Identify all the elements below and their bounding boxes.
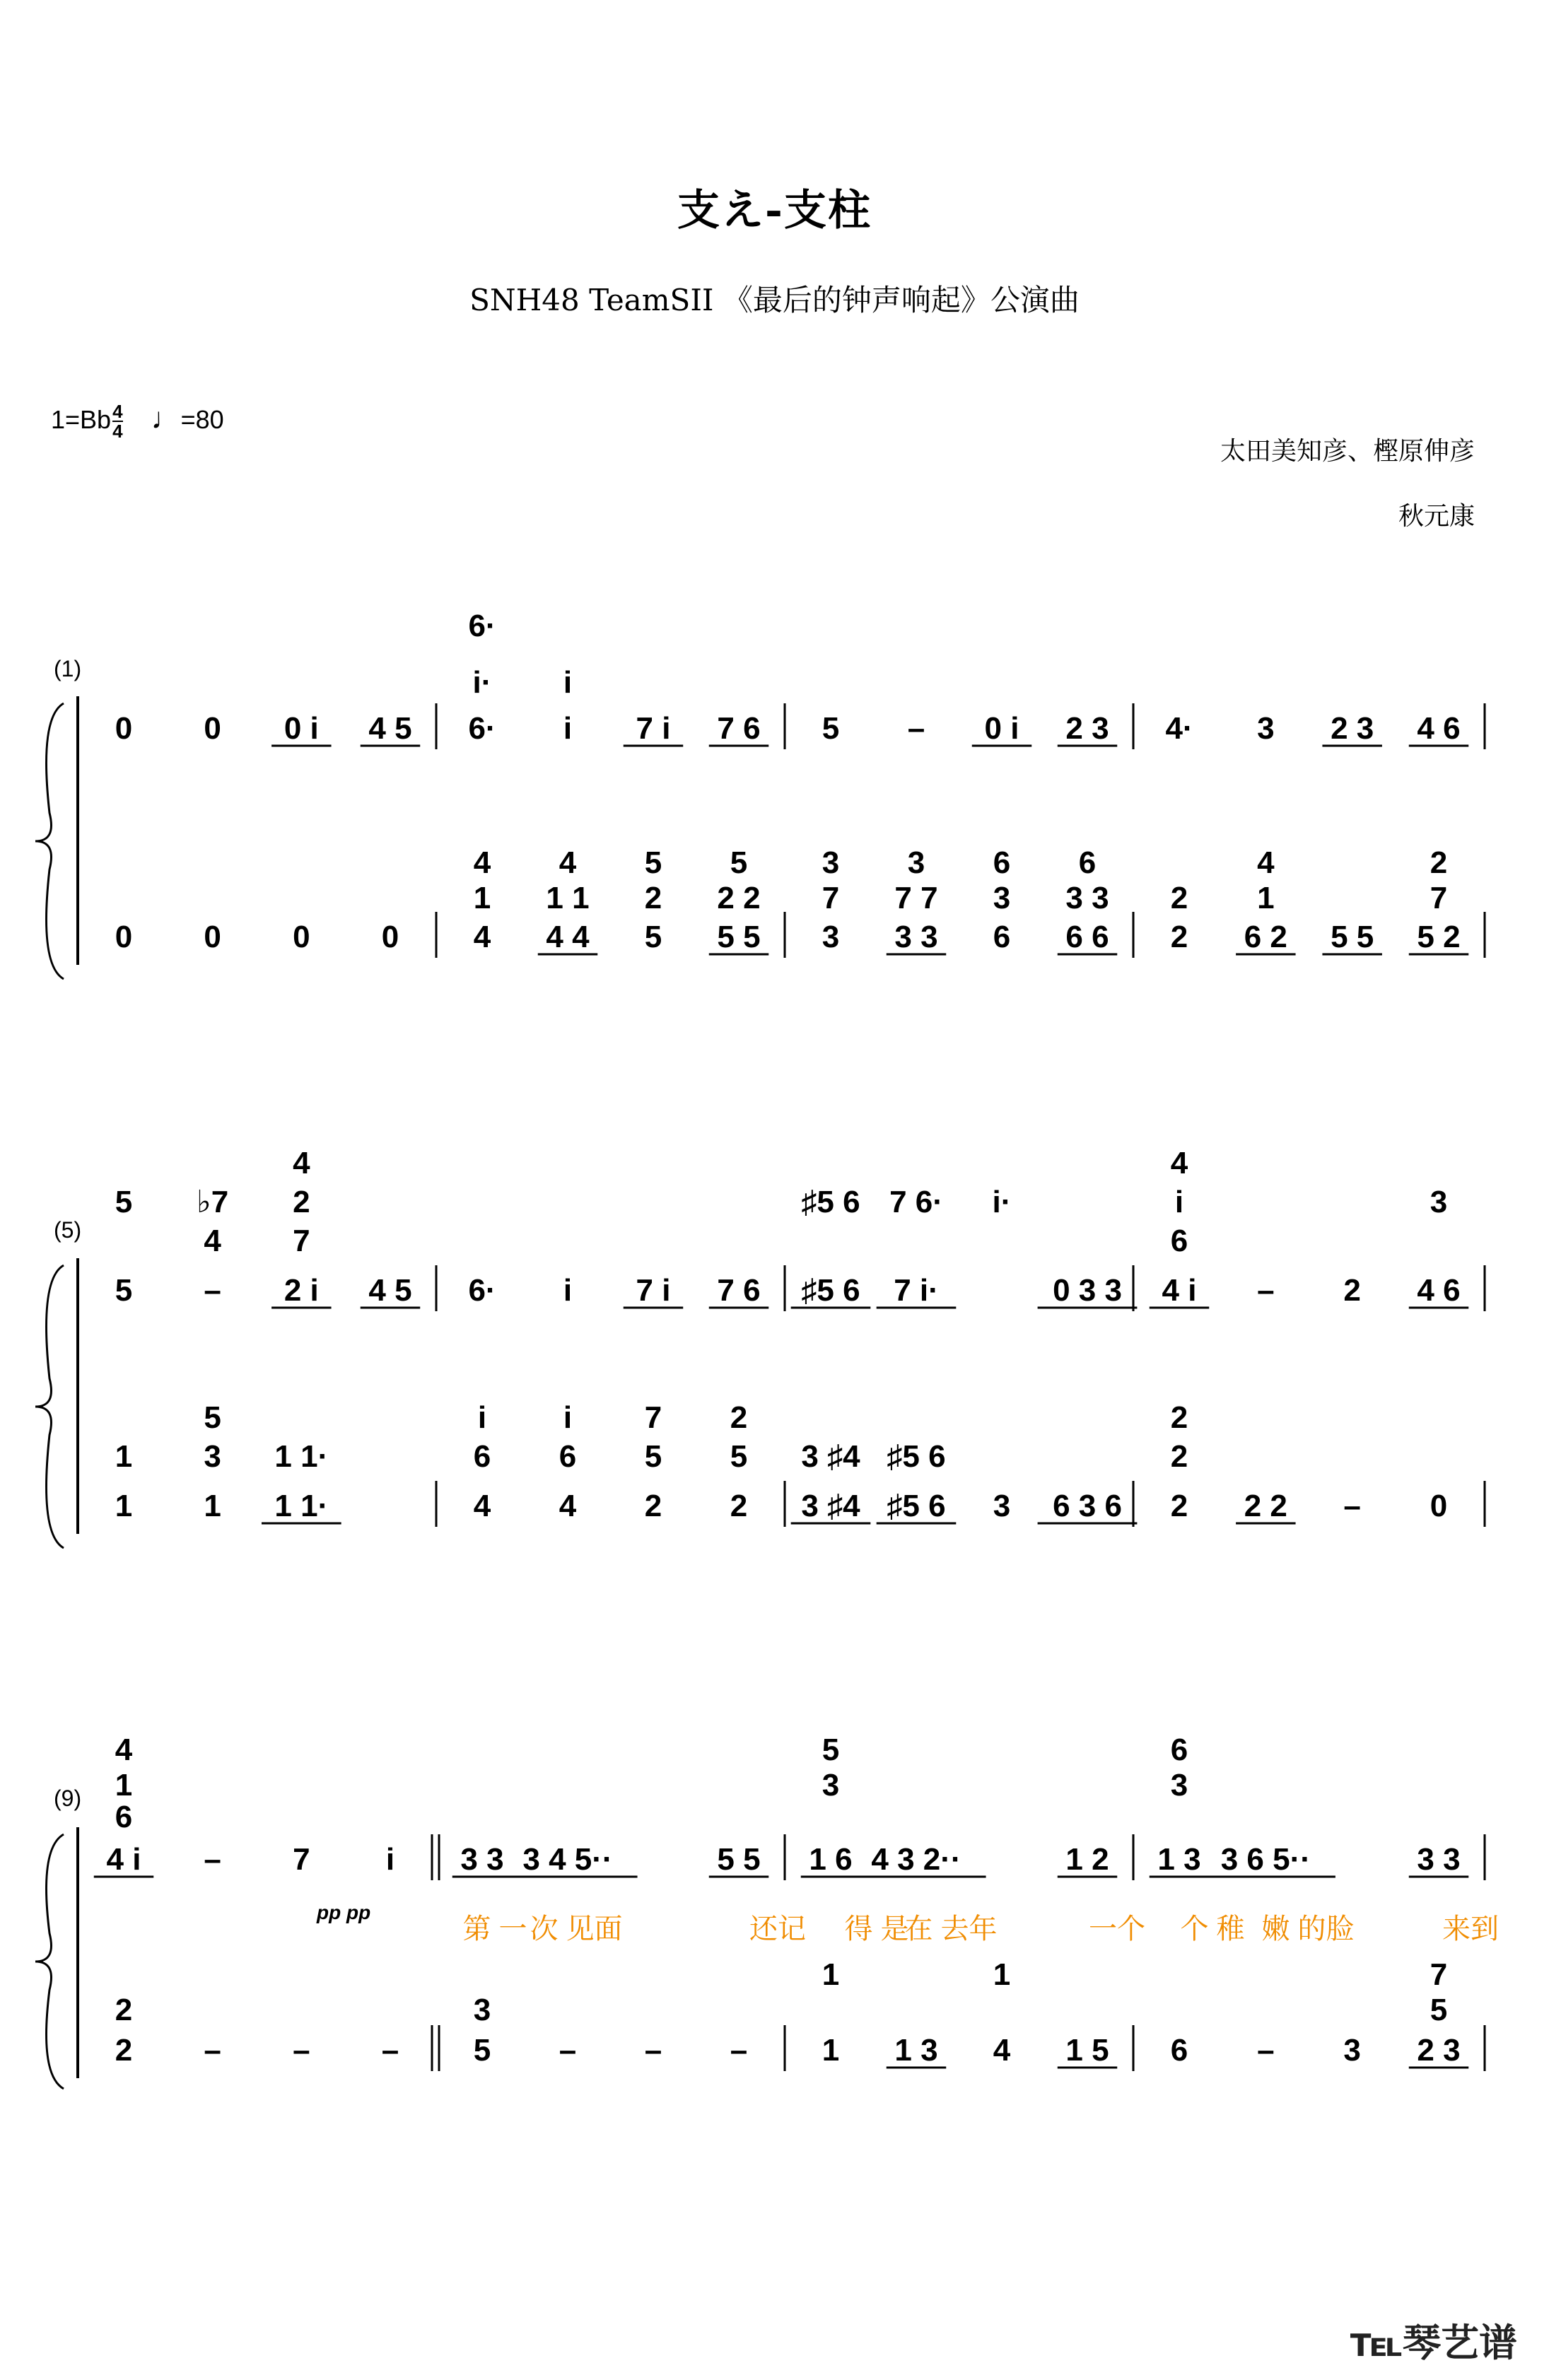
note-treble-main: i (385, 1842, 395, 1877)
note-bass-main: 3 (822, 920, 840, 954)
note-bass-mid: 5 (644, 1439, 662, 1474)
note-bass-main: 0 (293, 920, 310, 954)
note-bass-main: 5 2 (1417, 920, 1461, 954)
lyric-word: 个 稚 (1180, 1913, 1245, 1945)
note-bass-main: 4 (993, 2033, 1011, 2068)
note-treble-main: 7 i (636, 1273, 671, 1308)
note-bass-mid: 2 (1170, 1439, 1188, 1474)
note-bass-top: 3 (822, 845, 840, 880)
note-bass-main: – (381, 2033, 399, 2068)
note-bass-mid: 7 7 (894, 881, 938, 915)
note-bass-top: 1 (822, 1957, 840, 1992)
note-treble-main: 0 i (284, 711, 319, 746)
note-treble-mid: i· (992, 1185, 1012, 1219)
system-brace (35, 1265, 64, 1548)
note-treble-low: 4 (204, 1224, 221, 1258)
note-bass-main: 4 (473, 1489, 491, 1523)
note-treble-main: 7 6 (717, 1273, 761, 1308)
note-treble-main: 5 5 (717, 1842, 761, 1877)
note-treble-main: 4 i (106, 1842, 141, 1877)
note-treble-main: 6· (468, 1273, 496, 1308)
note-treble-mid: 7 6· (889, 1185, 943, 1219)
note-treble-mid: 5 (115, 1185, 133, 1219)
note-treble-mid: 3 (822, 1768, 840, 1802)
note-treble-main: ♯5 6 (801, 1273, 860, 1308)
note-bass-top: 4 (559, 845, 577, 880)
note-bass-top: 2 (1430, 845, 1448, 880)
note-bass-main: 6 (993, 920, 1011, 954)
note-bass-main: 0 (115, 920, 133, 954)
note-bass-main: – (204, 2033, 221, 2068)
note-treble-main: 4 6 (1417, 711, 1461, 746)
note-bass-main: 3 (1343, 2033, 1361, 2068)
note-bass-main: 5 5 (1331, 920, 1374, 954)
note-bass-main: – (1257, 2033, 1275, 2068)
note-bass-main: 2 (115, 2033, 133, 2068)
note-bass-main: 6 2 (1244, 920, 1287, 954)
note-bass-mid: 6 (473, 1439, 491, 1474)
note-treble-main: i (563, 711, 573, 746)
note-treble-main: 3 4 5·· (522, 1842, 613, 1877)
system-brace (35, 703, 64, 979)
note-treble-main: 0 (115, 711, 133, 746)
note-treble-main: 5 (822, 711, 840, 746)
note-treble-main: 4· (1165, 711, 1193, 746)
note-bass-mid: 2 2 (717, 881, 761, 915)
note-bass-top: 6 (993, 845, 1011, 880)
note-treble-main: 3 (1257, 711, 1275, 746)
lyric-word: 来到 (1442, 1913, 1499, 1945)
note-treble-mid: 1 (115, 1768, 133, 1802)
note-treble-low: 6 (1170, 1224, 1188, 1258)
note-bass-mid: 6 (559, 1439, 577, 1474)
note-bass-mid: 1 (115, 1439, 133, 1474)
note-treble-top: 5 (822, 1733, 840, 1767)
key-label: 1=Bb (51, 405, 112, 434)
note-treble-main: – (204, 1273, 221, 1308)
note-bass-main: – (1343, 1489, 1361, 1523)
note-treble-low: 6 (115, 1800, 133, 1834)
note-bass-mid: 2 (644, 881, 662, 915)
measure-number-1: (1) (54, 656, 82, 681)
time-sig-top: 4 (112, 401, 123, 423)
note-bass-main: 3 ♯4 (801, 1489, 860, 1523)
note-treble-mid: 2 (293, 1185, 310, 1219)
note-treble-low: 7 (293, 1224, 310, 1258)
note-bass-mid: 3 3 (1065, 881, 1109, 915)
note-bass-main: 1 1· (274, 1489, 329, 1523)
note-bass-main: 4 (473, 920, 491, 954)
logo-icon: ℡ (1350, 2319, 1403, 2365)
note-bass-main: – (293, 2033, 310, 2068)
note-bass-top: 2 (1170, 1400, 1188, 1435)
note-bass-main: 2 (730, 1489, 748, 1523)
note-bass-main: 2 (644, 1489, 662, 1523)
note-bass-main: 6 3 6 (1053, 1489, 1122, 1523)
note-bass-main: 1 (115, 1489, 133, 1523)
note-bass-main: 2 3 (1417, 2033, 1461, 2068)
note-treble-main: 7 6 (717, 711, 761, 746)
note-treble-main: 1 2 (1065, 1842, 1109, 1877)
tempo-label: =80 (180, 405, 224, 434)
note-bass-mid: 1 1 (546, 881, 590, 915)
note-bass-main: 5 (644, 920, 662, 954)
lyric-word: 第 一 (462, 1913, 527, 1945)
note-treble-main: – (1257, 1273, 1275, 1308)
lyric-word: 在 去年 (904, 1913, 998, 1945)
note-treble-main: 4 3 2·· (871, 1842, 961, 1877)
note-bass-mid: 2 (115, 1993, 133, 2027)
note-treble-main: i (563, 1273, 573, 1308)
note-bass-top: 1 (993, 1957, 1011, 1992)
note-bass-main: 4 4 (546, 920, 590, 954)
note-treble-main: 3 3 (1417, 1842, 1461, 1877)
note-bass-top: 3 (907, 845, 925, 880)
note-bass-main: 1 5 (1065, 2033, 1109, 2068)
note-treble-main: 2 i (284, 1273, 319, 1308)
note-treble-main: 4 i (1162, 1273, 1197, 1308)
note-treble-mid: ♯5 6 (801, 1185, 860, 1219)
lyric-word: 一个 (1089, 1913, 1145, 1945)
note-treble-main: 2 (1343, 1273, 1361, 1308)
note-bass-main: – (644, 2033, 662, 2068)
note-bass-main: 1 (204, 1489, 221, 1523)
score-subtitle: SNH48 TeamSII 《最后的钟声响起》公演曲 (469, 283, 1080, 317)
note-treble-main: 2 3 (1065, 711, 1109, 746)
note-bass-mid: 5 (730, 1439, 748, 1474)
note-bass-main: – (559, 2033, 577, 2068)
note-treble-main: 3 6 5·· (1220, 1842, 1311, 1877)
note-treble-main: – (907, 711, 925, 746)
watermark-logo (1350, 2313, 1517, 2367)
measure-number-5: (5) (54, 1217, 82, 1243)
note-treble-mid: 3 (1430, 1185, 1448, 1219)
note-bass-main: 6 (1170, 2033, 1188, 2068)
note-bass-mid: 1 (473, 881, 491, 915)
lyric-word: 次 见面 (530, 1913, 623, 1945)
note-bass-mid: 7 (1430, 881, 1448, 915)
composer-credit: 太田美知彦、樫原伸彦 (1220, 437, 1475, 466)
note-treble-main: 7 i· (894, 1273, 939, 1308)
note-treble-main: 4 6 (1417, 1273, 1461, 1308)
note-bass-main: 6 6 (1065, 920, 1109, 954)
note-bass-top: 6 (1078, 845, 1097, 880)
note-treble-main: 0 (204, 711, 221, 746)
note-treble-main: 0 i (984, 711, 1019, 746)
note-bass-top: i (563, 1400, 573, 1435)
note-bass-main: 3 3 (894, 920, 938, 954)
note-bass-main: 0 (381, 920, 399, 954)
note-treble-main: 4 5 (368, 711, 412, 746)
note-bass-mid: 1 (1257, 881, 1275, 915)
note-bass-mid: ♯5 6 (887, 1439, 946, 1474)
note-bass-mid: 3 (204, 1439, 221, 1474)
note-bass-main: 0 (1430, 1489, 1448, 1523)
lyricist-credit: 秋元康 (1398, 502, 1475, 531)
watermark-text: 琴艺谱 (1403, 2322, 1517, 2364)
note-bass-main: 0 (204, 920, 221, 954)
note-treble-mid: 3 (1170, 1768, 1188, 1802)
note-treble-mid: i· (472, 665, 492, 700)
note-treble-main: 7 (293, 1842, 310, 1877)
note-bass-main: 4 (559, 1489, 577, 1523)
note-bass-main: 2 (1170, 920, 1188, 954)
note-bass-mid: 3 (993, 881, 1011, 915)
note-bass-main: 5 5 (717, 920, 761, 954)
note-bass-mid: 3 (473, 1993, 491, 2027)
lyric-word: 嫩 的脸 (1261, 1913, 1355, 1945)
note-bass-mid: 5 (1430, 1993, 1448, 2027)
note-bass-top: 5 (644, 845, 662, 880)
note-bass-main: ♯5 6 (887, 1489, 946, 1523)
note-bass-mid: 3 ♯4 (801, 1439, 860, 1474)
dynamics-marking: pp pp (317, 1901, 371, 1923)
note-treble-main: 1 3 (1157, 1842, 1201, 1877)
score-title: 支え-支柱 (677, 186, 872, 235)
note-treble-top: 4 (293, 1146, 310, 1180)
note-treble-main: 6· (468, 711, 496, 746)
note-bass-top: 2 (730, 1400, 748, 1435)
lyric-word: 得 是 (844, 1913, 909, 1945)
note-bass-top: 4 (473, 845, 491, 880)
note-treble-main: – (204, 1842, 221, 1877)
note-bass-main: 1 3 (894, 2033, 938, 2068)
note-treble-mid: ♭7 (197, 1185, 229, 1219)
note-bass-main: 3 (993, 1489, 1011, 1523)
note-bass-main: 2 2 (1244, 1489, 1287, 1523)
system-brace (35, 1834, 64, 2089)
measure-number-9: (9) (54, 1786, 82, 1811)
note-treble-main: 0 3 3 (1053, 1273, 1122, 1308)
time-sig-bottom: 4 (112, 421, 123, 442)
note-treble-top: 4 (115, 1733, 133, 1767)
note-bass-top: 7 (1430, 1957, 1448, 1992)
note-treble-mid: i (563, 665, 573, 700)
note-bass-mid: 1 1· (274, 1439, 329, 1474)
note-treble-main: 3 3 (460, 1842, 504, 1877)
note-bass-top: 4 (1257, 845, 1275, 880)
note-treble-mid: i (1174, 1185, 1184, 1219)
note-bass-top: 5 (730, 845, 748, 880)
note-treble-main: 5 (115, 1273, 133, 1308)
note-treble-top: 4 (1170, 1146, 1188, 1180)
note-treble-main: 2 3 (1331, 711, 1374, 746)
note-bass-main: 5 (473, 2033, 491, 2068)
lyric-word: 还记 (749, 1913, 806, 1945)
note-bass-mid: 2 (1170, 881, 1188, 915)
note-bass-main: – (730, 2033, 748, 2068)
note-treble-top: 6· (468, 609, 496, 643)
note-bass-top: 5 (204, 1400, 221, 1435)
quarter-note-icon: ♩ (151, 401, 181, 435)
note-bass-main: 1 (822, 2033, 840, 2068)
note-bass-mid: 7 (822, 881, 840, 915)
note-bass-main: 2 (1170, 1489, 1188, 1523)
note-bass-top: i (477, 1400, 487, 1435)
note-treble-top: 6 (1170, 1733, 1188, 1767)
note-treble-main: 1 6 (809, 1842, 853, 1877)
note-treble-main: 7 i (636, 711, 671, 746)
note-bass-top: 7 (644, 1400, 662, 1435)
note-treble-main: 4 5 (368, 1273, 412, 1308)
